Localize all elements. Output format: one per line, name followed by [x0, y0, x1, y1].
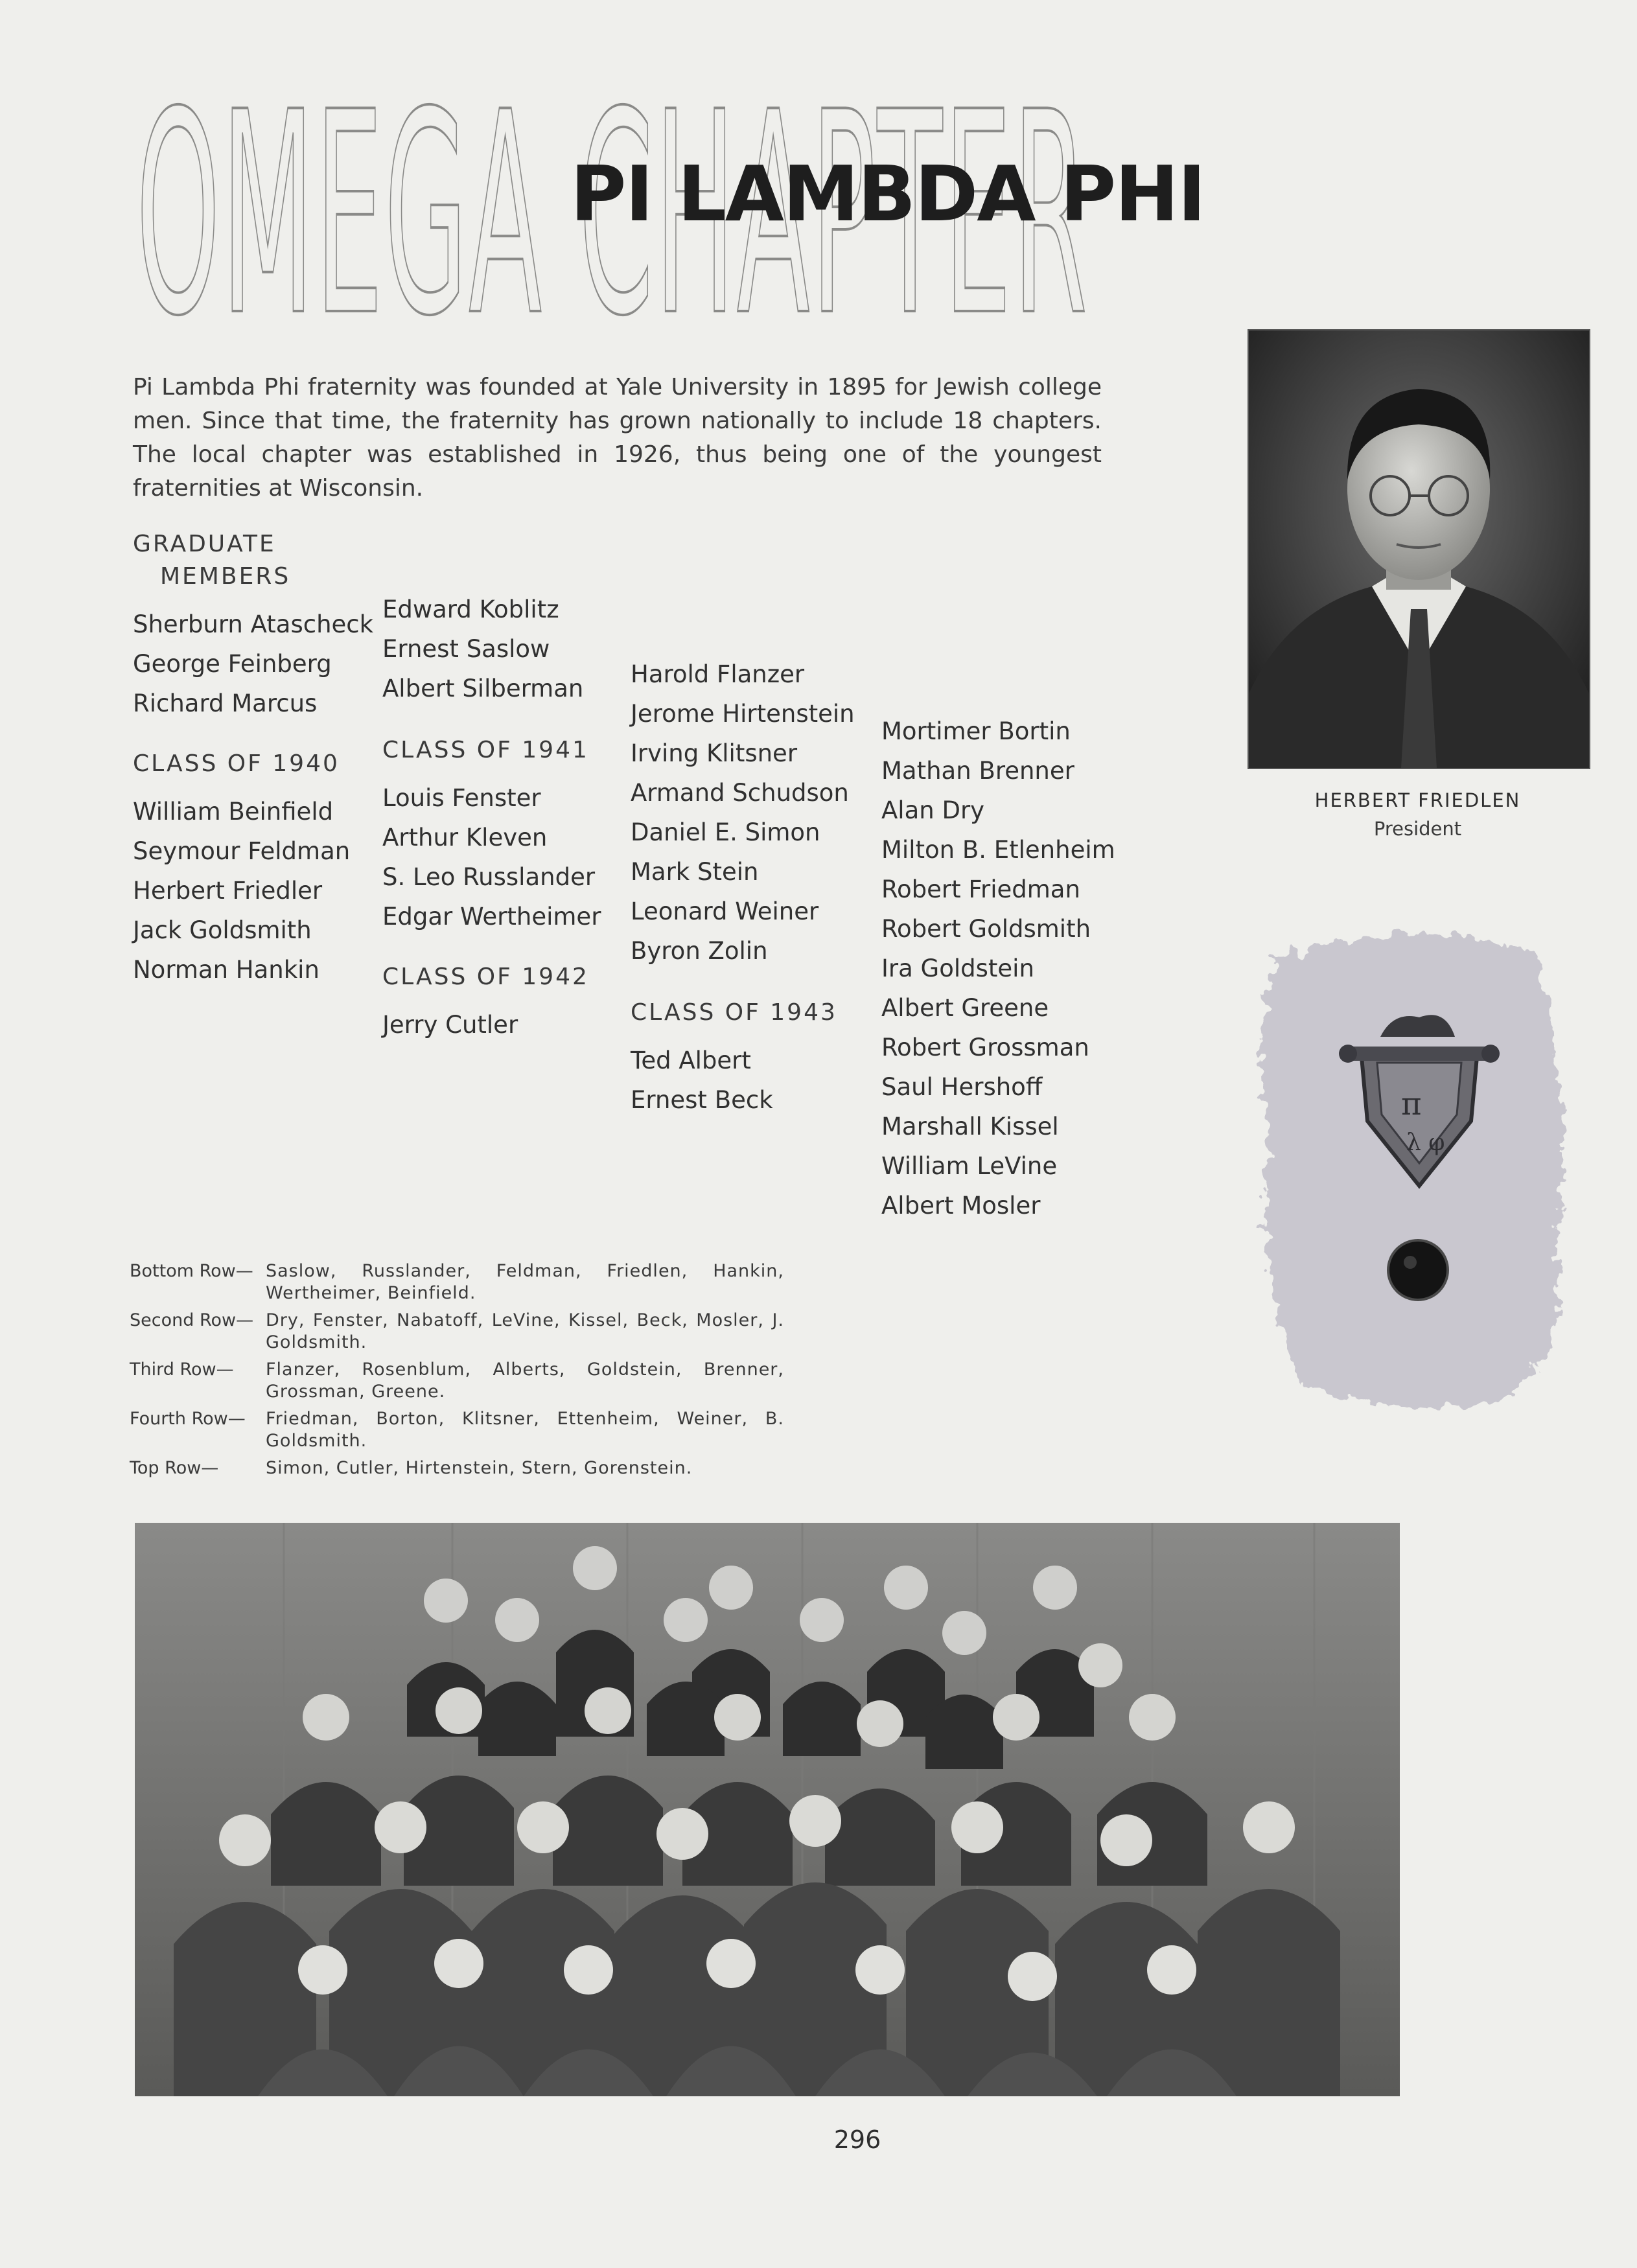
member-name: Edgar Wertheimer [382, 903, 601, 931]
member-name: Sherburn Atascheck [133, 610, 374, 638]
fraternity-crest [1231, 907, 1594, 1419]
graduate-heading-line2: MEMBERS [160, 563, 291, 590]
caption-row [130, 1359, 784, 1403]
member-name: Mark Stein [631, 858, 759, 886]
member-column-2 [382, 590, 601, 1045]
member-name: Herbert Friedler [133, 877, 323, 905]
member-name: William Beinfield [133, 798, 334, 826]
member-name: Jerome Hirtenstein [631, 700, 855, 728]
member-column-4 [881, 712, 1115, 1225]
member-name: Richard Marcus [133, 689, 318, 717]
member-name: Arthur Kleven [382, 824, 548, 851]
member-name: Jack Goldsmith [133, 916, 312, 944]
crest-pin-icon [1388, 1240, 1448, 1300]
caption-row-names: Saslow, Russlander, Feldman, Friedlen, Hankin, Wertheimer, Beinfield. [266, 1261, 784, 1303]
member-name: Robert Friedman [881, 875, 1080, 903]
member-name: Mathan Brenner [881, 757, 1074, 785]
member-name: Milton B. Etlenheim [881, 836, 1115, 864]
member-column-1 [133, 528, 373, 989]
caption-row-names: Flanzer, Rosenblum, Alberts, Goldstein, Brenner, Grossman, Greene. [266, 1360, 784, 1402]
class-1943-heading: CLASS OF 1943 [631, 999, 837, 1026]
group-photo [135, 1523, 1400, 2096]
graduate-heading-line1: GRADUATE [133, 531, 276, 557]
member-name: Saul Hershoff [881, 1073, 1043, 1101]
president-title: President [1373, 818, 1462, 840]
svg-text:π: π [1401, 1086, 1422, 1122]
member-name: Albert Mosler [881, 1192, 1041, 1220]
member-name: S. Leo Russlander [382, 863, 596, 891]
portrait-illustration [1249, 330, 1589, 768]
member-name: Armand Schudson [631, 779, 849, 807]
member-name: Jerry Cutler [382, 1011, 518, 1039]
caption-row-names: Simon, Cutler, Hirtenstein, Stern, Gorenstein. [266, 1458, 693, 1478]
fraternity-title: PI LAMBDA PHI [570, 149, 1205, 238]
member-name: Norman Hankin [133, 956, 319, 984]
member-name: Robert Grossman [881, 1034, 1089, 1061]
svg-text:λ φ: λ φ [1406, 1129, 1445, 1156]
member-name: Ira Goldstein [881, 955, 1034, 982]
caption-row-label: Top Row— [130, 1458, 219, 1478]
member-name: Daniel E. Simon [631, 818, 820, 846]
caption-row-label: Fourth Row— [130, 1409, 246, 1429]
caption-row-names: Dry, Fenster, Nabatoff, LeVine, Kissel, Beck, Mosler, J. Goldsmith. [266, 1310, 784, 1352]
group-photo-illustration [135, 1523, 1400, 2096]
caption-row [130, 1310, 784, 1354]
member-name: Leonard Weiner [631, 897, 819, 925]
member-name: George Feinberg [133, 650, 332, 678]
caption-row-label: Second Row— [130, 1310, 254, 1330]
caption-row-label: Third Row— [130, 1360, 234, 1380]
crest-illustration [1231, 907, 1594, 1419]
president-portrait [1248, 329, 1590, 769]
member-name: Ted Albert [631, 1047, 751, 1074]
member-name: Ernest Saslow [382, 635, 550, 663]
caption-row [130, 1408, 784, 1452]
member-name: Edward Koblitz [382, 596, 559, 623]
caption-row [130, 1457, 784, 1479]
member-column-3 [631, 654, 855, 1120]
member-name: Albert Silberman [382, 675, 584, 702]
photo-caption [130, 1260, 784, 1485]
member-name: Alan Dry [881, 796, 985, 824]
member-name: Seymour Feldman [133, 837, 351, 865]
page-number: 296 [833, 2125, 881, 2154]
member-name: William LeVine [881, 1152, 1058, 1180]
member-name: Harold Flanzer [631, 660, 805, 688]
president-name: HERBERT FRIEDLEN [1314, 789, 1521, 811]
intro-paragraph: Pi Lambda Phi fraternity was founded at Yale University in 1895 for Jewish college men. Since that time, the fraternity has grown nationally to include 18 chapters. The local chapter was established in 1926, thus being one of the youngest fraternities at Wisconsin. [133, 374, 1102, 502]
caption-row-label: Bottom Row— [130, 1261, 253, 1281]
caption-row-names: Friedman, Borton, Klitsner, Ettenheim, Weiner, B. Goldsmith. [266, 1409, 784, 1451]
member-name: Ernest Beck [631, 1086, 773, 1114]
member-name: Louis Fenster [382, 784, 541, 812]
svg-text:OMEGA CHAPTER: OMEGA CHAPTER [136, 91, 1089, 324]
class-1942-heading: CLASS OF 1942 [382, 964, 589, 990]
member-name: Mortimer Bortin [881, 717, 1071, 745]
caption-row [130, 1260, 784, 1304]
member-name: Marshall Kissel [881, 1113, 1059, 1140]
member-name: Byron Zolin [631, 937, 768, 965]
member-name: Robert Goldsmith [881, 915, 1091, 943]
member-name: Albert Greene [881, 994, 1049, 1022]
member-name: Irving Klitsner [631, 739, 798, 767]
class-1941-heading: CLASS OF 1941 [382, 737, 589, 763]
class-1940-heading: CLASS OF 1940 [133, 750, 340, 777]
